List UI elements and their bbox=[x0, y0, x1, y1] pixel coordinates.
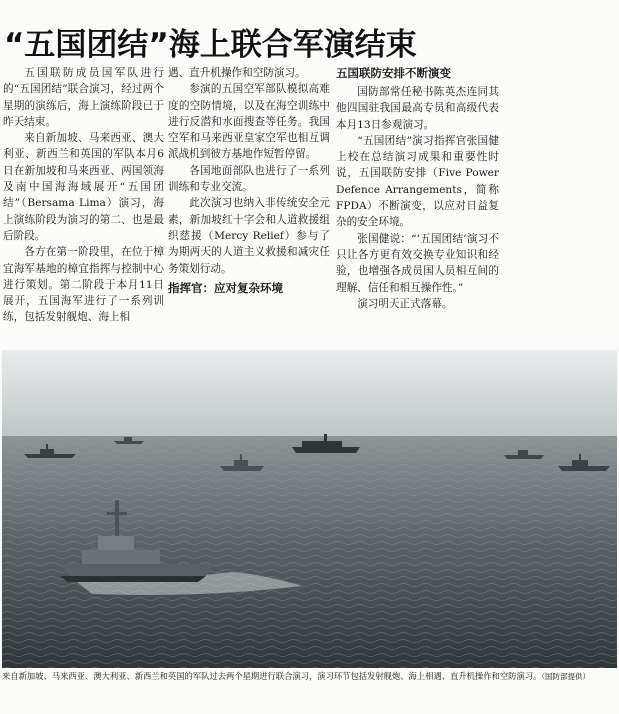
paragraph: 遇、直升机操作和空防演习。 bbox=[168, 67, 306, 79]
photo-caption bbox=[2, 670, 614, 706]
paragraph: 各国地面部队也进行了一系列训练和专业交流。 bbox=[168, 164, 330, 194]
caption-text: 来自新加坡、马来西亚、澳大利亚、新西兰和英国的军队过去两个星期进行联合演习，演习环节包括发射舰炮、海上相遇、直升机操作和空防演习。 bbox=[2, 671, 542, 681]
article-column-1 bbox=[3, 65, 164, 350]
naval-exercise-photo bbox=[2, 350, 617, 668]
subheading-commander: 指挥官：应对复杂环境 bbox=[168, 280, 283, 295]
paragraph: 来自新加坡、马来西亚、澳大利亚、新西兰和英国的军队本月6日在新加坡和马来西亚、两国领海及南中国海海域展开“五国团结”（Bersama Lima）演习，海上演练阶段为演习的第二、也是最后阶段。 bbox=[3, 132, 164, 242]
paragraph: 国防部常任秘书陈英杰连同其他四国驻我国最高专员和高级代表本月13日参观演习。 bbox=[336, 86, 499, 131]
headline: “五国团结”海上联合军演结束 bbox=[4, 27, 417, 63]
article-column-3 bbox=[336, 65, 499, 350]
paragraph: 张国健说：“‘五国团结’演习不只让各方更有效交换专业知识和经验，也增强各成员国人员相互间的理解、信任和相互操作性。” bbox=[336, 232, 499, 294]
article-column-2 bbox=[168, 65, 330, 350]
subheading-fpda: 五国联防安排不断演变 bbox=[336, 66, 451, 80]
paragraph: 演习明天正式落幕。 bbox=[357, 297, 453, 310]
paragraph: 此次演习也纳入非传统安全元素，新加坡红十字会和人道救援组织慈援（Mercy Relief）参与了为期两天的人道主义救援和减灾任务策划行动。 bbox=[168, 197, 330, 275]
paragraph: 各方在第一阶段里，在位于樟宜海军基地的樟宜指挥与控制中心进行策划。第二阶段于本月11日展开，五国海军进行了一系列训练，包括发射舰炮、海上相 bbox=[3, 246, 164, 324]
paragraph: “五国团结”演习指挥官张国健上校在总结演习成果和重要性时说，五国联防安排（Five Power Defence Arrangements，简称FPDA）不断演变，以应对日益复杂的安全环境。 bbox=[336, 134, 499, 229]
photo-credit: （国防部提供） bbox=[541, 672, 591, 681]
paragraph: 五国联防成员国军队进行的“五国团结”联合演习，经过两个星期的演练后，海上演练阶段已于昨天结束。 bbox=[3, 67, 164, 128]
paragraph: 参演的五国空军部队模拟高难度的空防情境，以及在海空训练中进行反潜和水面搜查等任务。我国空军和马来西亚皇家空军也相互调派战机到彼方基地作短暂停留。 bbox=[168, 83, 330, 161]
